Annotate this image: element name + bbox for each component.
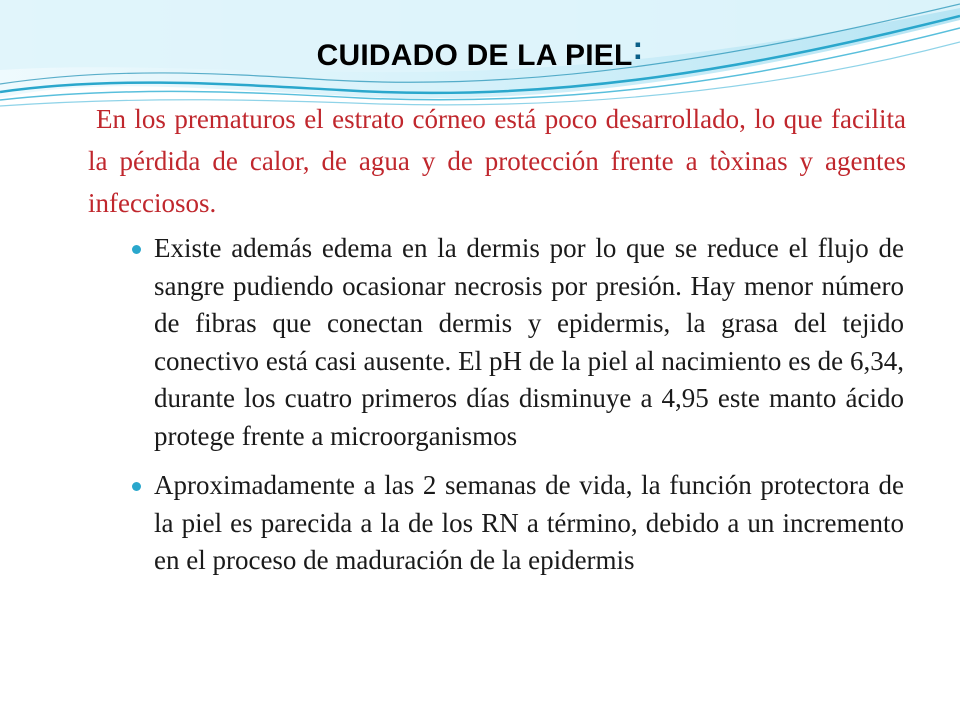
slide-title-text: CUIDADO DE LA PIEL [316,39,633,72]
slide-title [0,30,960,73]
bullet-text: Aproximadamente a las 2 semanas de vida, la función protectora de la piel es parecida a la de los RN a término, debido a un incremento en el proceso de maduración de la epidermis [154,470,904,575]
intro-paragraph: En los prematuros el estrato córneo está poco desarrollado, lo que facilita la pérdida de calor, de agua y de protección frente a tòxinas y agentes infecciosos. [88,104,906,218]
bullet-item [132,467,904,580]
slide-title-colon: : [632,30,644,66]
bullet-dot-icon [132,245,141,254]
bullet-text: Existe además edema en la dermis por lo que se reduce el flujo de sangre pudiendo ocasionar necrosis por presión. Hay menor número de fibras que conectan dermis y epidermis, la grasa del tejido conectivo está casi ausente. El pH de la piel al nacimiento es de 6,34, durante los cuatro primeros días disminuye a 4,95 este manto ácido protege frente a microorganismos [154,233,904,451]
bullet-item [132,230,904,455]
bullet-list [132,230,904,580]
bullet-dot-icon [132,482,141,491]
